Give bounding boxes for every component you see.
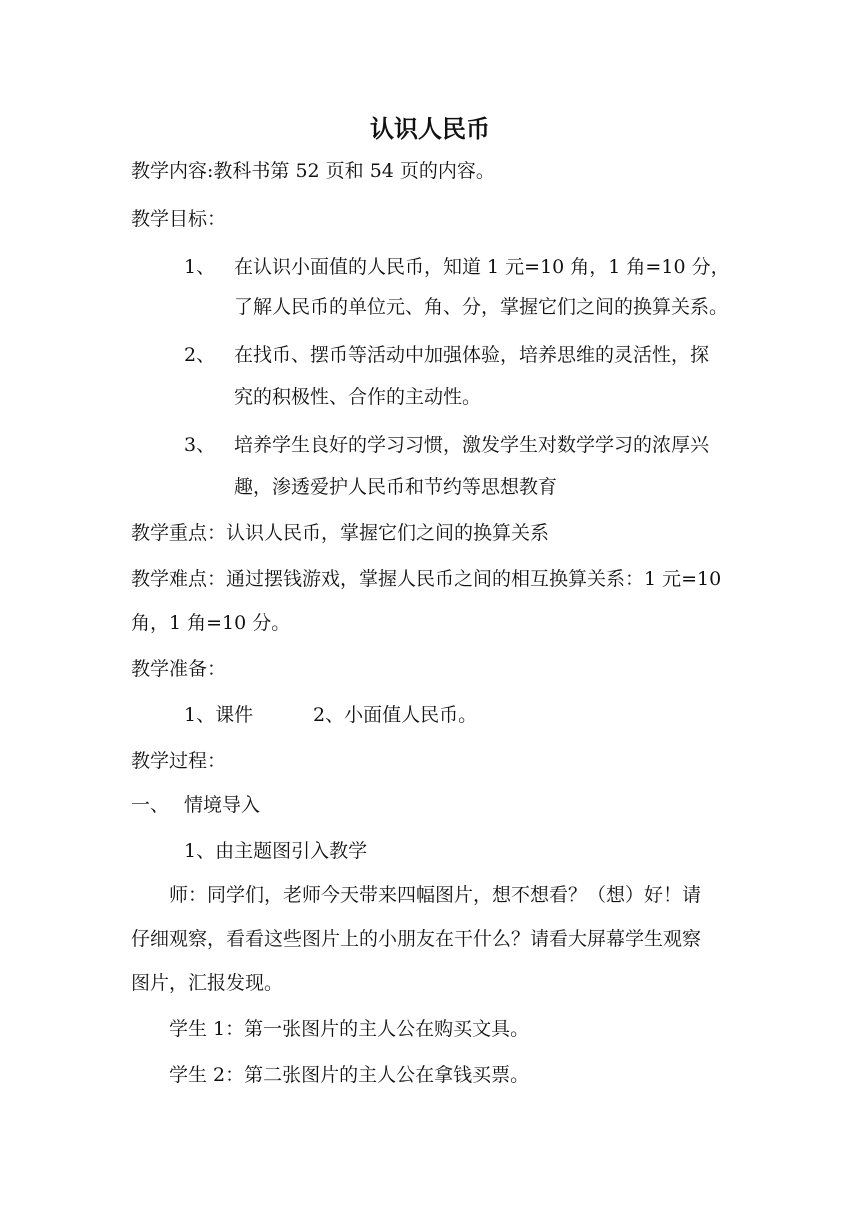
process-heading: 教学过程： <box>131 750 227 772</box>
prep-item-2: 2、小面值人民币。 <box>313 704 478 726</box>
teaching-content: 教学内容:教科书第 52 页和 54 页的内容。 <box>131 160 495 182</box>
goal-2-line-1: 在找币、摆币等活动中加强体验，培养思维的灵活性，探 <box>234 344 710 366</box>
goal-2-number: 2、 <box>184 344 216 366</box>
prep-heading: 教学准备： <box>131 658 227 680</box>
prep-item-1: 1、课件 <box>184 704 254 726</box>
goal-1-number: 1、 <box>184 256 216 278</box>
goal-2-line-2: 究的积极性、合作的主动性。 <box>234 386 482 408</box>
student-2: 学生 2：第二张图片的主人公在拿钱买票。 <box>169 1064 530 1086</box>
goal-3-line-2: 趣，渗透爱护人民币和节约等思想教育 <box>234 476 558 498</box>
goal-3-number: 3、 <box>184 434 216 456</box>
goal-1-line-1: 在认识小面值的人民币，知道 1 元=10 角，1 角=10 分， <box>234 256 730 278</box>
teacher-line-1: 师：同学们，老师今天带来四幅图片，想不想看？（想）好！请 <box>169 884 702 906</box>
student-1: 学生 1：第一张图片的主人公在购买文具。 <box>169 1018 530 1040</box>
section-1-label: 情境导入 <box>184 794 261 816</box>
goals-heading: 教学目标： <box>131 208 227 230</box>
teacher-line-3: 图片，汇报发现。 <box>131 972 284 994</box>
difficulty-line-2: 角，1 角=10 分。 <box>131 612 291 634</box>
document-title: 认识人民币 <box>370 114 490 143</box>
section-1-number: 一、 <box>131 794 170 816</box>
key-point: 教学重点：认识人民币，掌握它们之间的换算关系 <box>131 522 550 544</box>
step-1: 1、由主题图引入教学 <box>184 840 368 862</box>
teacher-line-2: 仔细观察，看看这些图片上的小朋友在干什么？请看大屏幕学生观察 <box>131 928 702 950</box>
goal-3-line-1: 培养学生良好的学习习惯，激发学生对数学学习的浓厚兴 <box>234 434 710 456</box>
goal-1-line-2: 了解人民币的单位元、角、分，掌握它们之间的换算关系。 <box>234 296 729 318</box>
difficulty-line-1: 教学难点：通过摆钱游戏，掌握人民币之间的相互换算关系：1 元=10 <box>131 568 722 590</box>
